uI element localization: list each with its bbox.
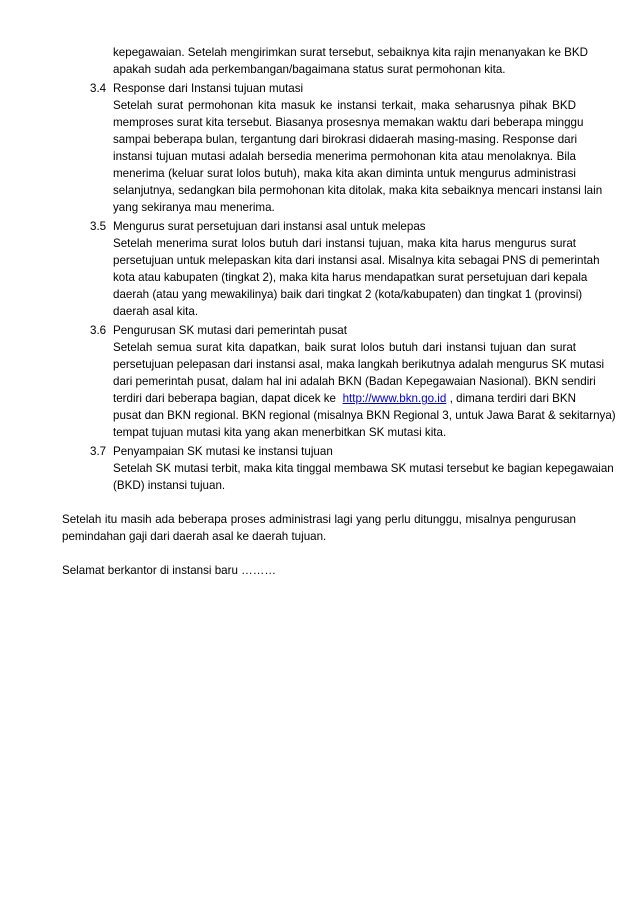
paragraph-line: selanjutnya, sedangkan bila permohonan kita ditolak, maka kita sebaiknya mencari instansi lain [113,184,603,197]
paragraph-line: kota atau kabupaten (tingkat 2), maka kita harus mendapatkan surat persetujuan dari kepala [113,271,588,284]
section-heading: Response dari Instansi tujuan mutasi [113,82,304,95]
final-line: Selamat berkantor di instansi baru ……… [62,564,276,577]
section-heading: Mengurus surat persetujuan dari instansi asal untuk melepas [113,220,426,233]
section-number: 3.4 [90,82,107,95]
link-line-after: , dimana terdiri dari BKN [449,392,576,405]
bkn-website-link[interactable]: http://www.bkn.go.id [342,392,447,405]
paragraph-line: (BKD) instansi tujuan. [113,479,226,492]
paragraph-line: Setelah semua surat kita dapatkan, baik surat lolos butuh dari instansi tujuan dan surat [113,341,576,354]
paragraph-line: dari pemerintah pusat, dalam hal ini adalah BKN (Badan Kepegawaian Nasional). BKN sendiri [113,375,596,388]
section-heading: Penyampaian SK mutasi ke instansi tujuan [113,445,333,458]
section-heading: Pengurusan SK mutasi dari pemerintah pusat [113,324,347,337]
intro-line-1: kepegawaian. Setelah mengirimkan surat tersebut, sebaiknya kita rajin menanyakan ke BKD [113,46,588,59]
closing-line-2: pemindahan gaji dari daerah asal ke daerah tujuan. [62,530,327,543]
link-line-before: terdiri dari beberapa bagian, dapat dicek ke [113,392,340,405]
section-number: 3.5 [90,220,107,233]
paragraph-line: persetujuan pelepasan dari instansi asal, maka langkah berikutnya adalah mengurus SK mutasi [113,358,605,371]
paragraph-line: daerah (atau yang mewakilinya) baik dari tingkat 2 (kota/kabupaten) dan tingkat 1 (provinsi) [113,288,583,301]
paragraph-line: instansi tujuan mutasi adalah bersedia menerima permohonan kita atau menolaknya. Bila [113,150,576,163]
intro-line-2: apakah sudah ada perkembangan/bagaimana status surat permohonan kita. [113,63,506,76]
paragraph-line: Setelah SK mutasi terbit, maka kita tinggal membawa SK mutasi tersebut ke bagian kepegawaian [113,462,614,475]
paragraph-line: persetujuan untuk melepaskan kita dari instansi asal. Misalnya kita sebagai PNS di pemerintah [113,254,600,267]
paragraph-line: sampai beberapa bulan, tergantung dari birokrasi didaerah masing-masing. Response dari [113,133,578,146]
paragraph-line: memproses surat kita tersebut. Biasanya prosesnya memakan waktu dari beberapa minggu [113,116,584,129]
paragraph-line: Setelah surat permohonan kita masuk ke instansi terkait, maka seharusnya pihak BKD [113,99,576,112]
paragraph-line: Setelah menerima surat lolos butuh dari instansi tujuan, maka kita harus mengurus surat [113,237,576,250]
closing-line-1: Setelah itu masih ada beberapa proses administrasi lagi yang perlu ditunggu, misalnya pengurusan [62,513,576,526]
section-number: 3.7 [90,445,107,458]
paragraph-line: tempat tujuan mutasi kita yang akan menerbitkan SK mutasi kita. [113,426,447,439]
paragraph-line: yang sekiranya mau menerima. [113,201,275,214]
paragraph-line-with-link [113,391,576,407]
section-number: 3.6 [90,324,107,337]
paragraph-line: pusat dan BKN regional. BKN regional (misalnya BKN Regional 3, untuk Jawa Barat & sekitarnya) [113,409,616,422]
paragraph-line: menerima (keluar surat lolos butuh), maka kita akan diminta untuk mengurus administrasi [113,167,576,180]
paragraph-line: daerah asal kita. [113,305,199,318]
